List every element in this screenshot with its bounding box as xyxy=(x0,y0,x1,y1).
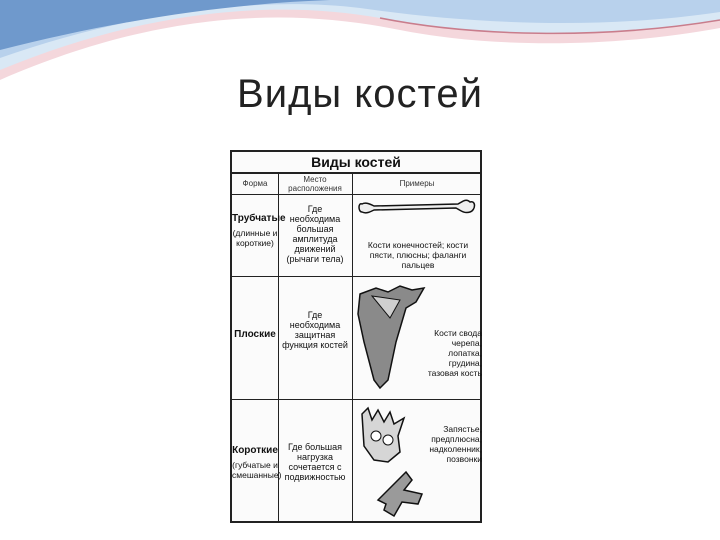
header-form: Форма xyxy=(242,179,268,188)
row-1-form-note: (длинные и короткие) xyxy=(232,228,278,248)
header-location: Место расположения xyxy=(288,175,342,193)
row-1-location: Где необходима большая амплитуда движений (рычаги тела) xyxy=(286,204,344,264)
table-header-row xyxy=(232,174,480,195)
slide-title: Виды костей xyxy=(237,72,483,116)
row-divider xyxy=(232,399,480,400)
bone-types-table xyxy=(230,150,482,523)
row-3-form-note: (губчатые и смешанные) xyxy=(232,460,282,480)
header-examples: Примеры xyxy=(399,179,435,188)
column-divider xyxy=(352,174,353,521)
row-1-form: Трубчатые xyxy=(232,213,286,224)
row-3-form: Короткие xyxy=(232,445,278,456)
row-2-location: Где необходима защитная функция костей xyxy=(282,310,348,350)
row-2-examples: Кости свода черепа, лопатка, грудина, тазовая кость xyxy=(427,328,482,378)
row-divider xyxy=(232,276,480,277)
vertebra-icon xyxy=(366,464,432,520)
row-1-examples: Кости конечностей; кости пясти, плюсны; фаланги пальцев xyxy=(367,240,469,270)
row-2-form: Плоские xyxy=(234,329,276,340)
long-bone-icon xyxy=(356,196,478,222)
row-3-examples: Запястье, предплюсна, надколенник, позвонки xyxy=(429,424,482,464)
row-3-location: Где большая нагрузка сочетается с подвижностью xyxy=(284,442,346,482)
table-title: Виды костей xyxy=(232,152,480,174)
column-divider xyxy=(278,174,279,521)
wrist-bones-icon xyxy=(354,406,414,466)
